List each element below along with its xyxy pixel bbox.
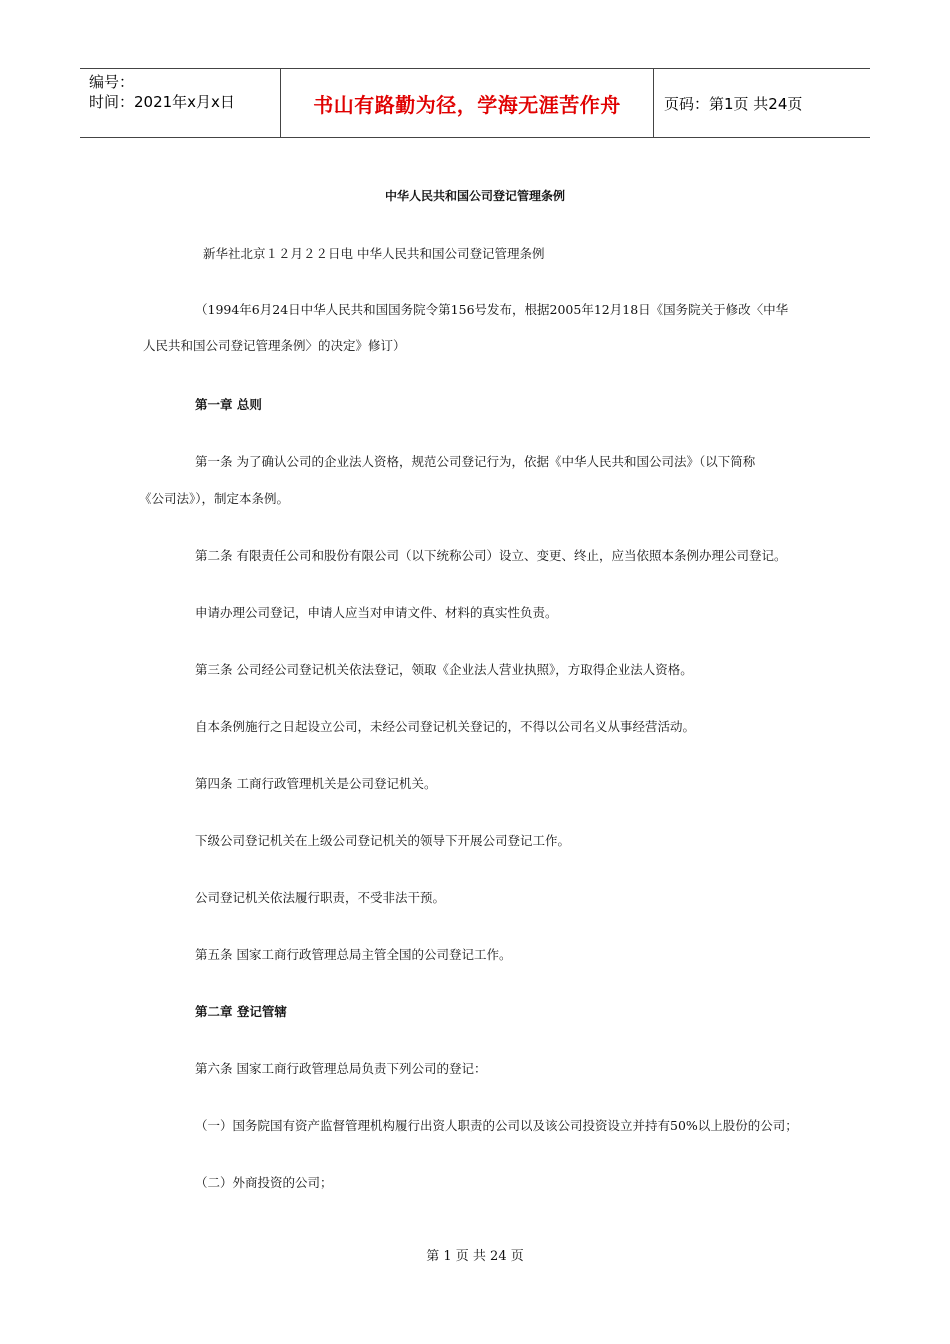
article-4-clause-1: 下级公司登记机关在上级公司登记机关的领导下开展公司登记工作。 bbox=[195, 833, 571, 848]
motto-cell bbox=[281, 69, 654, 137]
article-4-clause-2: 公司登记机关依法履行职责，不受非法干预。 bbox=[195, 890, 446, 905]
number-label: 编号： bbox=[89, 73, 135, 91]
chapter-heading-2: 第二章 登记管辖 bbox=[195, 1004, 287, 1019]
article-6-item-1: （一）国务院国有资产监督管理机构履行出资人职责的公司以及该公司投资设立并持有50%以上股份的公司； bbox=[195, 1118, 798, 1133]
document-title: 中华人民共和国公司登记管理条例 bbox=[384, 189, 565, 203]
revision-note-line1: （1994年6月24日中华人民共和国国务院令第156号发布，根据2005年12月18日《国务院关于修改〈中华 bbox=[195, 302, 789, 317]
revision-note-line2: 人民共和国公司登记管理条例〉的决定》修订） bbox=[143, 338, 406, 353]
article-2: 第二条 有限责任公司和股份有限公司（以下统称公司）设立、变更、终止，应当依照本条例办理公司登记。 bbox=[195, 548, 787, 563]
time-label: 时间：2021年x月x日 bbox=[89, 93, 235, 111]
news-dateline: 新华社北京１２月２２日电 中华人民共和国公司登记管理条例 bbox=[203, 246, 545, 261]
page-info-cell bbox=[654, 69, 870, 137]
article-1-line1: 第一条 为了确认公司的企业法人资格，规范公司登记行为，依据《中华人民共和国公司法》（以下简称 bbox=[195, 454, 756, 469]
page-footer: 第 1 页 共 24 页 bbox=[426, 1249, 524, 1264]
header-info-cell bbox=[80, 69, 281, 137]
chapter-heading-1: 第一章 总则 bbox=[195, 397, 262, 412]
article-6-item-2: （二）外商投资的公司； bbox=[195, 1175, 333, 1190]
motto-text: 书山有路勤为径，学海无涯苦作舟 bbox=[313, 92, 621, 117]
article-3-clause: 自本条例施行之日起设立公司，未经公司登记机关登记的，不得以公司名义从事经营活动。 bbox=[195, 719, 696, 734]
article-5: 第五条 国家工商行政管理总局主管全国的公司登记工作。 bbox=[195, 947, 512, 962]
article-2-clause: 申请办理公司登记，申请人应当对申请文件、材料的真实性负责。 bbox=[195, 605, 558, 620]
article-4: 第四条 工商行政管理机关是公司登记机关。 bbox=[195, 776, 437, 791]
article-3: 第三条 公司经公司登记机关依法登记，领取《企业法人营业执照》，方取得企业法人资格。 bbox=[195, 662, 693, 677]
page-info-text: 页码：第1页 共24页 bbox=[664, 94, 803, 113]
header-table bbox=[80, 68, 870, 138]
article-1-line2: 《公司法》），制定本条例。 bbox=[139, 491, 290, 506]
article-6: 第六条 国家工商行政管理总局负责下列公司的登记： bbox=[195, 1061, 487, 1076]
